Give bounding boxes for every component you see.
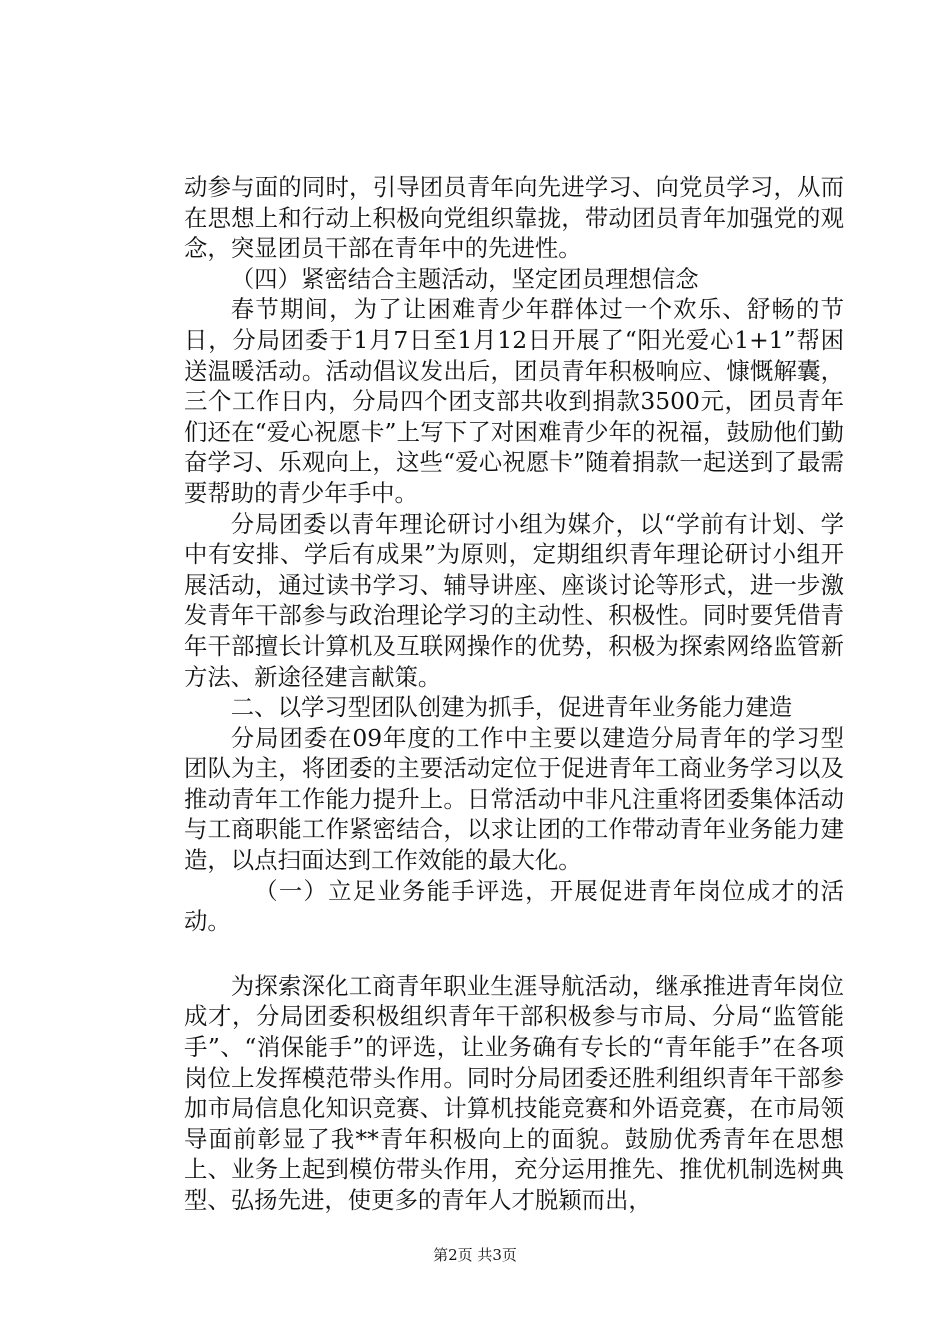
paragraph-spring-festival: 春节期间，为了让困难青少年群体过一个欢乐、舒畅的节日，分局团委于1月7日至1月12日开展了“阳光爱心1+1”帮困送温暖活动。活动倡议发出后，团员青年积极响应、慷慨解囊，三个工作日内，分局四个团支部共收到捐款3500元，团员青年们还在“爱心祝愿卡”上写下了对困难青少年的祝福，鼓励他们勤奋学习、乐观向上，这些“爱心祝愿卡”随着捐款一起送到了最需要帮助的青少年手中。: [184, 295, 844, 507]
paragraph-theory-group: 分局团委以青年理论研讨小组为媒介，以“学前有计划、学中有安排、学后有成果”为原则，定期组织青年理论研讨小组开展活动，通过读书学习、辅导讲座、座谈讨论等形式，进一步激发青年干部参与政治理论学习的主动性、积极性。同时要凭借青年干部擅长计算机及互联网操作的优势，积极为探索网络监管新方法、新途径建言献策。: [184, 509, 844, 691]
document-body: [184, 172, 844, 1216]
page-number-footer: 第2页 共3页: [433, 1246, 517, 1264]
section-heading-one: （一）立足业务能手评选，开展促进青年岗位成才的活动。: [184, 876, 844, 936]
section-heading-two: 二、以学习型团队创建为抓手，促进青年业务能力建造: [230, 693, 793, 722]
section-heading-four: （四）紧密结合主题活动，坚定团员理想信念: [230, 264, 699, 293]
paragraph-learning-team: 分局团委在09年度的工作中主要以建造分局青年的学习型团队为主，将团委的主要活动定位于促进青年工商业务学习以及推动青年工作能力提升上。日常活动中非凡注重将团委集体活动与工商职能工作紧密结合，以求让团的工作带动青年业务能力建造，以点扫面达到工作效能的最大化。: [184, 723, 844, 875]
paragraph-career-navigation: 为探索深化工商青年职业生涯导航活动，继承推进青年岗位成才，分局团委积极组织青年干部积极参与市局、分局“监管能手”、“消保能手”的评选，让业务确有专长的“青年能手”在各项岗位上发挥模范带头作用。同时分局团委还胜利组织青年干部参加市局信息化知识竞赛、计算机技能竞赛和外语竞赛，在市局领导面前彰显了我**青年积极向上的面貌。鼓励优秀青年在思想上、业务上起到模仿带头作用，充分运用推先、推优机制选树典型、弘扬先进，使更多的青年人才脱颖而出，: [184, 971, 844, 1214]
blank-line: [184, 937, 844, 971]
paragraph-continuation: 动参与面的同时，引导团员青年向先进学习、向党员学习，从而在思想上和行动上积极向党组织靠拢，带动团员青年加强党的观念，突显团员干部在青年中的先进性。: [184, 173, 844, 263]
